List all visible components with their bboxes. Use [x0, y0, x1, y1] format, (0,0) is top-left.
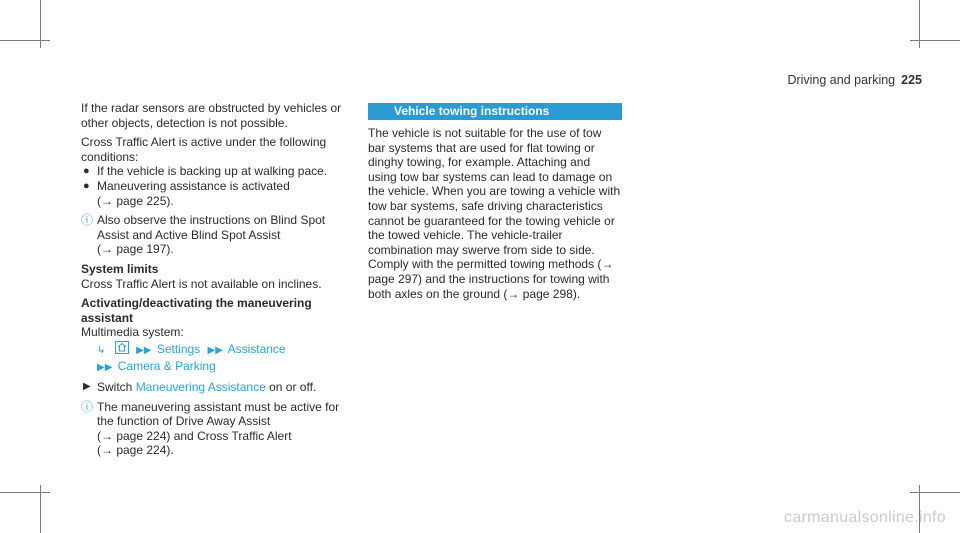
chevron-right-icon: ▶▶ — [207, 344, 223, 356]
action-step — [81, 380, 356, 395]
section-title: Driving and parking — [787, 73, 896, 87]
action-arrow-icon: ▶ — [83, 381, 91, 393]
crop-mark — [910, 40, 960, 41]
chevron-right-icon: ▶▶ — [97, 361, 113, 373]
info-icon: ⓘ — [81, 399, 94, 414]
menu-path — [81, 359, 356, 376]
menu-item-assistance[interactable]: Assistance — [227, 341, 286, 356]
note-text: The maneuvering assistant must be active for the function of Drive Away Assist — [97, 399, 340, 429]
note — [81, 213, 356, 242]
bullet-icon: ● — [83, 165, 90, 178]
paragraph: The vehicle is not suitable for the use of tow bar systems that are used for flat towing or dinghy towing, for example. Attaching and using tow bar systems can lead to damage on the vehicle. When you are towing a vehicle with tow bar systems, safe driving characteristics cannot be guaranteed for the towing vehicle or the towed vehicle. The vehicle-trailer combination may swerve from side to side. Comply with the permitted towing methods (→ page 297) and the instructions for towing with both axles on the ground (→ page 298). — [368, 126, 621, 301]
running-header — [787, 73, 922, 87]
watermark: carmanualsonline.info — [784, 509, 946, 526]
section-heading: System limits — [81, 261, 159, 276]
right-column — [368, 103, 622, 301]
crop-mark — [0, 40, 50, 41]
home-icon[interactable] — [115, 341, 129, 354]
chevron-right-icon: ▶▶ — [136, 344, 152, 356]
maneuvering-assistance-link[interactable]: Maneuvering Assistance — [135, 380, 266, 395]
paragraph: Cross Traffic Alert is active under the following conditions: — [81, 135, 327, 164]
action-text: Switch — [97, 380, 133, 395]
action-text: on or off. — [269, 380, 317, 395]
return-arrow-icon: ↳ — [97, 344, 106, 356]
paragraph: Multimedia system: — [81, 325, 184, 340]
list-item-text: Maneuvering assistance is activated — [97, 178, 290, 193]
page-reference[interactable]: (→ page 224). — [97, 443, 174, 458]
section-banner: Vehicle towing instructions — [368, 103, 622, 120]
list-item — [81, 179, 356, 194]
crop-mark — [0, 492, 50, 493]
page-reference[interactable]: (→ page 197). — [97, 242, 174, 257]
page-reference[interactable]: (→ page 225). — [97, 193, 174, 208]
info-icon: ⓘ — [81, 213, 94, 228]
paragraph: If the radar sensors are obstructed by vehicles or other objects, detection is not possible. — [81, 101, 342, 130]
paragraph: Cross Traffic Alert is not available on inclines. — [81, 276, 322, 291]
page-reference[interactable]: (→ page 224) and Cross Traffic Alert — [97, 428, 292, 443]
list-item-text: If the vehicle is backing up at walking pace. — [97, 164, 328, 179]
menu-item-settings[interactable]: Settings — [156, 341, 201, 356]
note-text: Also observe the instructions on Blind Spot Assist and Active Blind Spot Assist — [97, 213, 326, 242]
menu-path — [81, 340, 356, 359]
list-item — [81, 164, 356, 179]
bullet-icon: ● — [83, 179, 90, 192]
left-column — [81, 101, 356, 458]
crop-mark — [910, 492, 960, 493]
note — [81, 400, 356, 429]
page-number: 225 — [901, 73, 922, 87]
section-heading: Activating/deactivating the maneuvering assistant — [81, 296, 312, 325]
menu-item-camera-parking[interactable]: Camera & Parking — [117, 358, 216, 373]
